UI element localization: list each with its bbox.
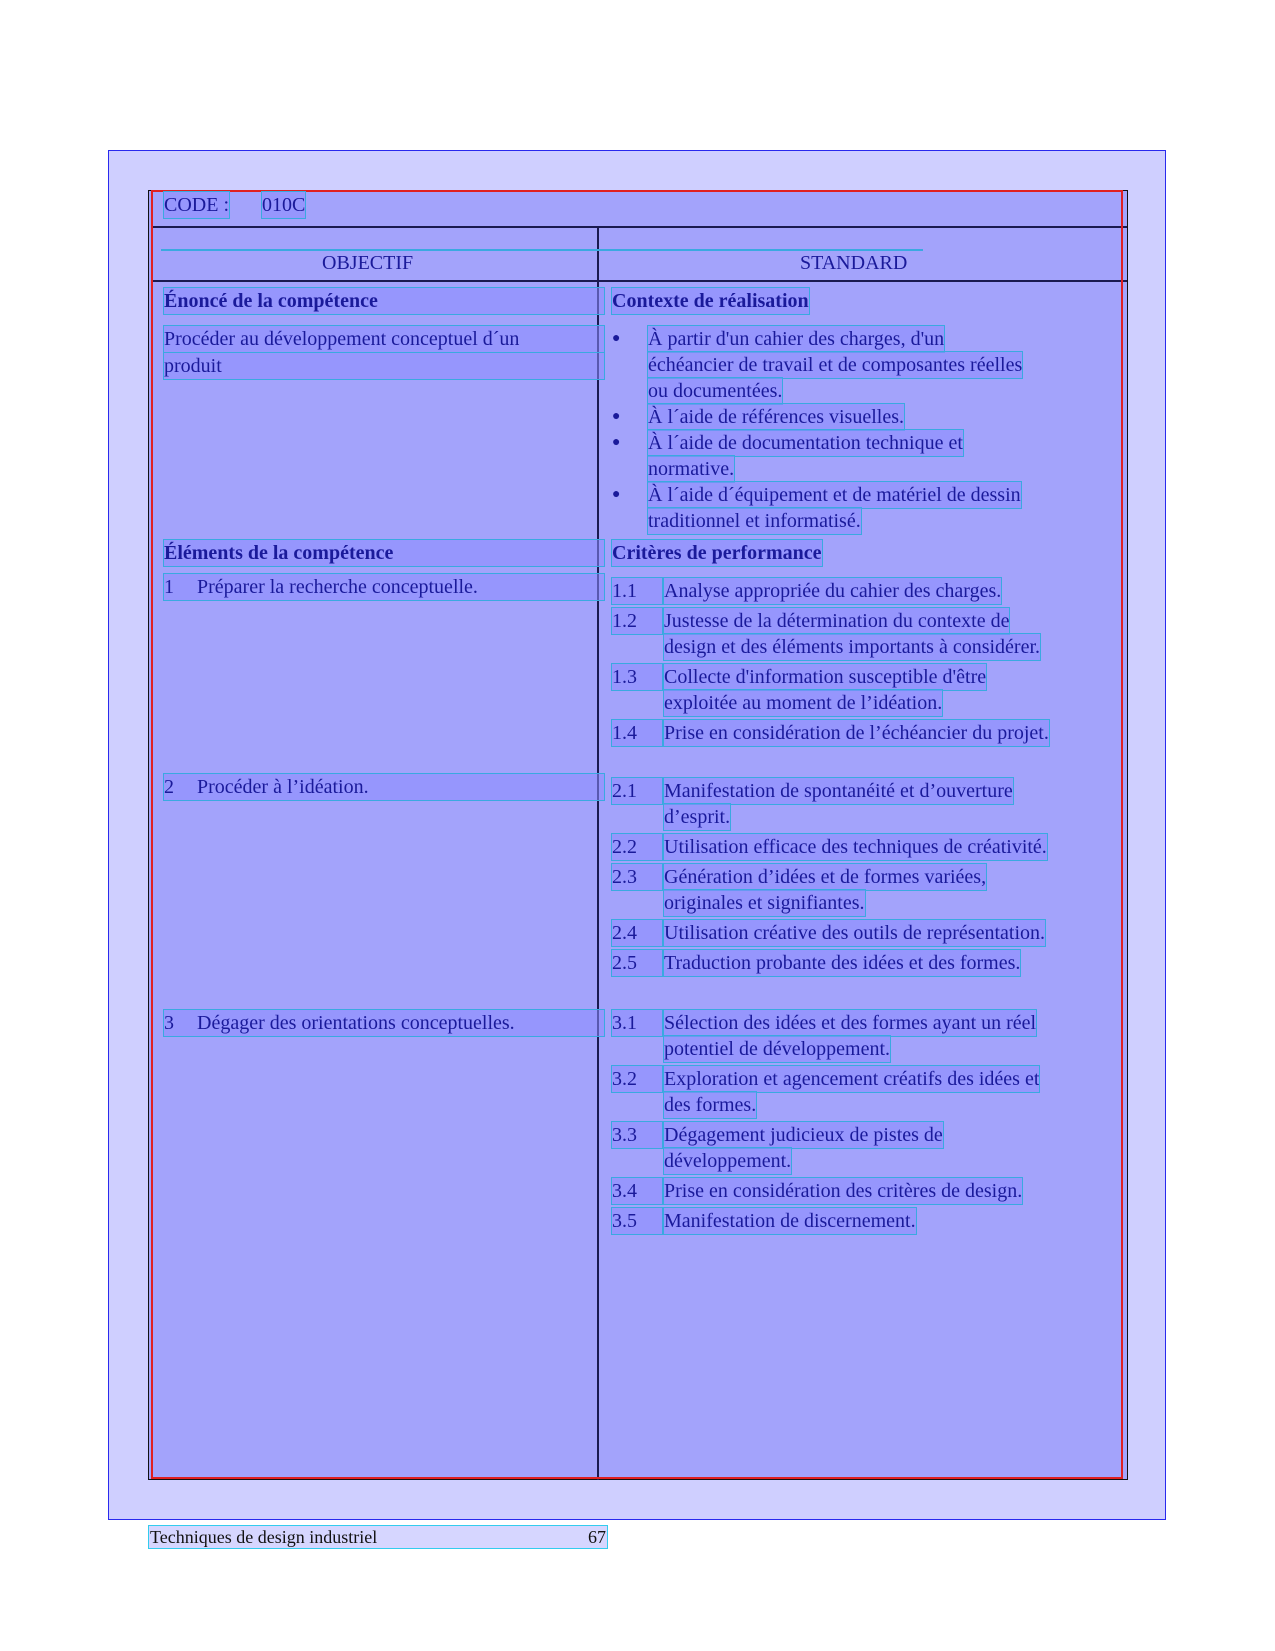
critere-num: 3.2 (612, 1066, 662, 1092)
critere-line: Dégagement judicieux de pistes de (664, 1124, 943, 1146)
column-divider (597, 226, 599, 1480)
contexte-item-3-line-1: À l´aide de documentation technique et (648, 432, 963, 454)
elements-title: Éléments de la compétence (164, 540, 604, 566)
critere-line: originales et signifiantes. (664, 892, 865, 914)
critere-line: Manifestation de discernement. (664, 1210, 916, 1232)
critere-num: 2.1 (612, 778, 662, 804)
critere-line: Justesse de la détermination du contexte de (664, 610, 1010, 632)
critere-num: 2.4 (612, 920, 662, 946)
bullet-icon: ● (612, 487, 621, 502)
element-2 (164, 774, 604, 800)
critere-line: Génération d’idées et de formes variées, (664, 866, 987, 888)
contexte-item-1-line-3: ou documentées. (648, 380, 783, 402)
footer-page-number: 67 (588, 1527, 606, 1547)
enonce-line-2: produit (164, 353, 604, 379)
code-label: CODE : (164, 194, 229, 216)
contexte-title: Contexte de réalisation (612, 290, 809, 312)
critere-num: 3.5 (612, 1208, 662, 1234)
header-divider (152, 280, 1127, 282)
code-value: 010C (262, 194, 306, 216)
critere-line: Exploration et agencement créatifs des idées et (664, 1068, 1040, 1090)
element-2-text: Procéder à l’idéation. (197, 776, 369, 798)
element-3 (164, 1010, 604, 1036)
contexte-item-1-line-2: échéancier de travail et de composantes réelles (648, 354, 1023, 376)
bullet-icon: ● (612, 409, 621, 424)
critere-num: 1.3 (612, 664, 662, 690)
header-objectif-text: OBJECTIF (322, 252, 414, 274)
critere-num: 2.3 (612, 864, 662, 890)
critere-line: Manifestation de spontanéité et d’ouverture (664, 780, 1013, 802)
critere-line: Utilisation créative des outils de représentation. (664, 922, 1045, 944)
critere-line: Analyse appropriée du cahier des charges. (664, 580, 1002, 602)
footer-title: Techniques de design industriel (150, 1527, 378, 1547)
contexte-item-2-line-1: À l´aide de références visuelles. (648, 406, 904, 428)
critere-line: Prise en considération de l’échéancier du projet. (664, 722, 1049, 744)
element-3-num: 3 (164, 1012, 174, 1034)
element-3-text: Dégager des orientations conceptuelles. (197, 1012, 515, 1034)
enonce-title: Énoncé de la compétence (164, 288, 604, 314)
critere-line: Sélection des idées et des formes ayant un réel (664, 1012, 1037, 1034)
critere-num: 1.1 (612, 578, 662, 604)
critere-num: 2.2 (612, 834, 662, 860)
element-1-text: Préparer la recherche conceptuelle. (197, 576, 478, 598)
element-1 (164, 574, 604, 600)
contexte-item-1-line-1: À partir d'un cahier des charges, d'un (648, 328, 945, 350)
bullet-icon: ● (612, 435, 621, 450)
contexte-item-4-line-2: traditionnel et informatisé. (648, 510, 861, 532)
critere-line: potentiel de développement. (664, 1038, 891, 1060)
critere-line: exploitée au moment de l’idéation. (664, 692, 943, 714)
critere-line: Traduction probante des idées et des formes. (664, 952, 1021, 974)
critere-num: 3.4 (612, 1178, 662, 1204)
enonce-line-1: Procéder au développement conceptuel d´un (164, 326, 604, 352)
contexte-item-4-line-1: À l´aide d´équipement et de matériel de dessin (648, 484, 1021, 506)
code-divider (152, 226, 1127, 228)
critere-line: Utilisation efficace des techniques de créativité. (664, 836, 1047, 858)
critere-line: design et des éléments importants à considérer. (664, 636, 1041, 658)
critere-line: des formes. (664, 1094, 757, 1116)
critere-line: d’esprit. (664, 806, 731, 828)
element-2-num: 2 (164, 776, 174, 798)
critere-num: 2.5 (612, 950, 662, 976)
criteres-title: Critères de performance (612, 542, 822, 564)
critere-num: 3.1 (612, 1010, 662, 1036)
critere-line: Collecte d'information susceptible d'être (664, 666, 987, 688)
critere-num: 3.3 (612, 1122, 662, 1148)
header-standard: STANDARD (800, 252, 908, 274)
critere-line: Prise en considération des critères de design. (664, 1180, 1023, 1202)
critere-num: 1.2 (612, 608, 662, 634)
element-1-num: 1 (164, 576, 174, 598)
critere-line: développement. (664, 1150, 792, 1172)
critere-num: 1.4 (612, 720, 662, 746)
bullet-icon: ● (612, 331, 621, 346)
contexte-item-3-line-2: normative. (648, 458, 735, 480)
